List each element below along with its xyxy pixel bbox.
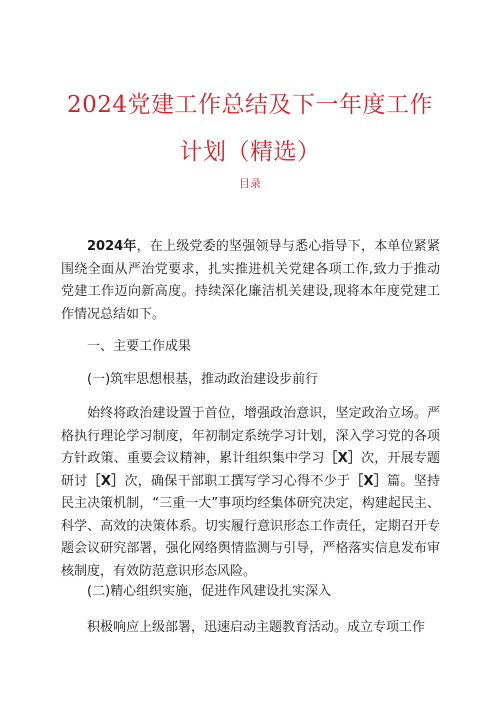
subsection-1 [61, 369, 440, 392]
subsection-heading: (一)筑牢思想根基，推动政治建设步前行 [87, 372, 319, 387]
para-text: 次，开展专题研讨 [61, 451, 440, 489]
placeholder-count: ［X］ [324, 451, 362, 466]
document-body [61, 236, 440, 326]
para-text: 篇。坚持民主决策机制，“三重一大”事项均经集体研究决定，构建起民主、科学、高效的决策体系。切实履行意识形态工作责任，定期召开专题会议研究部署，强化网络舆情监测与引导，严格落实信息发布审核制度，有效防范意识形态风险。 [61, 473, 440, 579]
body-paragraph: 积极响应上级部署，迅速启动主题教育活动。成立专项工作 [87, 620, 426, 635]
para-text: 次，确保干部职工撰写学习心得不少于 [124, 473, 351, 489]
intro-paragraph [61, 236, 440, 326]
body-paragraph [61, 403, 440, 583]
subsection-2-body [61, 617, 440, 640]
subsection-1-body [61, 403, 440, 583]
section-heading: 一、主要工作成果 [87, 339, 192, 354]
table-of-contents-link[interactable]: 目录 [239, 177, 261, 190]
document-title-line-2: 计划（精选） [179, 139, 321, 165]
intro-text: ，在上级党委的坚强领导与悉心指导下，本单位紧紧围绕全面从严治党要求，扎实推进机关党建各项工作,致力于推动党建工作迈向新高度。持续深化廉洁机关建设,现将本年度党建工作情况总结如下。 [61, 239, 440, 322]
section-1 [61, 336, 440, 359]
subsection-2 [61, 581, 440, 604]
placeholder-count: ［X］ [87, 473, 125, 489]
subsection-heading: (二)精心组织实施，促进作风建设扎实深入 [87, 584, 332, 599]
intro-year: 2024年 [87, 239, 137, 254]
document-title-line-1: 2024党建工作总结及下一年度工作 [66, 92, 434, 118]
placeholder-count: ［X］ [350, 473, 388, 489]
para-text: 始终将政治建设置于首位，增强政治意识，坚定政治立场。严格执行理论学习制度，年初制定系统学习计划，深入学习党的各项方针政策、重要会议精神，累计组织集中学习 [61, 406, 440, 466]
